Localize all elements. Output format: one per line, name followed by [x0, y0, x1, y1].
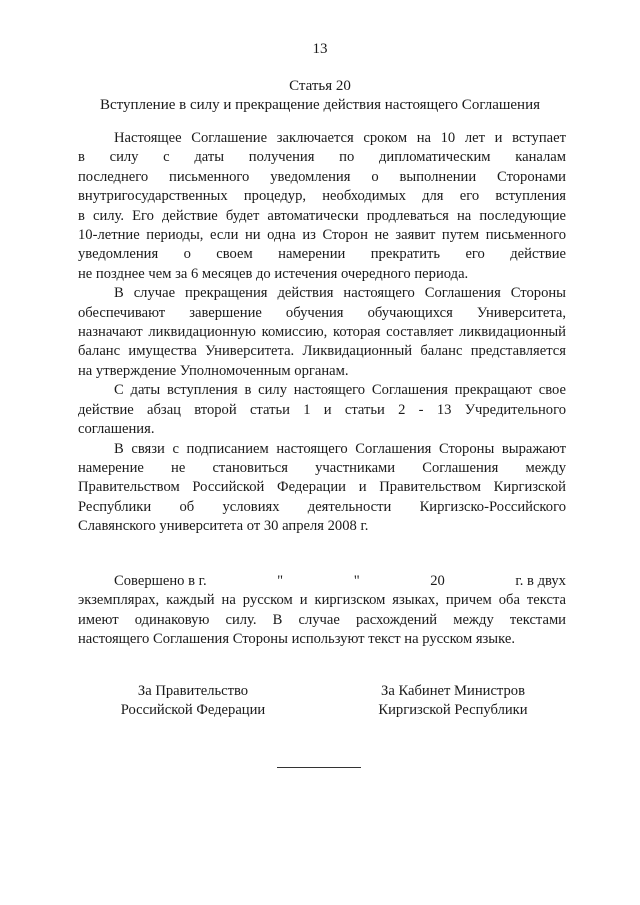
signatory-line: Киргизской Республики	[378, 702, 528, 719]
text-line: в силу с даты получения по дипломатическим каналам	[78, 149, 566, 166]
text-line: назначают ликвидационную комиссию, которая составляет ликвидационный	[78, 324, 566, 341]
article-number: Статья 20	[289, 78, 351, 94]
text-line: экземплярах, каждый на русском и киргизском языках, причем оба текста	[78, 592, 566, 609]
text-line: В связи с подписанием настоящего Соглашения Стороны выражают	[114, 440, 566, 457]
paragraph-cessation	[78, 381, 566, 439]
text-line: уведомления о своем намерении прекратить его действие	[78, 246, 566, 263]
paragraph-termination	[78, 284, 566, 381]
text-line: В случае прекращения действия настоящего Соглашения Стороны	[114, 285, 566, 302]
signatory-line: За Кабинет Министров	[381, 683, 525, 699]
end-divider	[277, 767, 361, 768]
signatory-line: Российской Федерации	[120, 702, 266, 719]
text-line: действие абзац второй статьи 1 и статьи 2 - 13 Учредительного	[78, 401, 566, 418]
done-at-label: Совершено в г.	[114, 573, 207, 589]
text-line: Республики об условиях деятельности Киргизско-Российского	[78, 498, 566, 515]
closing-clause	[78, 572, 566, 650]
article-heading	[60, 77, 580, 115]
copies-text: г. в двух	[515, 573, 566, 589]
text-line: не позднее чем за 6 месяцев до истечения очередного периода.	[78, 265, 469, 282]
text-line: Правительством Российской Федерации и Правительством Киргизской	[78, 479, 566, 496]
text-line: баланс имущества Университета. Ликвидационный баланс представляется	[78, 343, 566, 360]
article-body	[78, 129, 566, 537]
text-line: внутригосударственных процедур, необходимых для его вступления	[78, 188, 566, 205]
closing-first-line	[78, 572, 566, 591]
signatory-kyrgyzstan	[368, 682, 538, 721]
text-line: имеют одинаковую силу. В случае расхождений между текстами	[78, 611, 566, 628]
signatory-russia	[108, 682, 278, 721]
date-quote-open: "	[277, 573, 284, 589]
text-line: настоящего Соглашения Стороны используют текст на русском языке.	[78, 631, 515, 648]
text-line: на утверждение Уполномоченным органам.	[78, 362, 349, 379]
text-line: намерение не становиться участниками Соглашения между	[78, 459, 566, 476]
text-line: Настоящее Соглашение заключается сроком на 10 лет и вступает	[114, 130, 566, 146]
date-quote-close: "	[353, 573, 360, 589]
text-line: в силу. Его действие будет автоматически продлеваться на последующие	[78, 207, 566, 224]
paragraph-intent	[78, 440, 566, 537]
text-line: обеспечивают завершение обучения обучающихся Университета,	[78, 304, 566, 321]
page-number: 13	[312, 41, 328, 57]
paragraph-term	[78, 129, 566, 284]
year-prefix: 20	[430, 573, 445, 589]
text-line: соглашения.	[78, 421, 155, 438]
signatory-line: За Правительство	[137, 683, 249, 699]
article-title: Вступление в силу и прекращение действия настоящего Соглашения	[99, 97, 541, 113]
text-line: С даты вступления в силу настоящего Соглашения прекращают свое	[114, 382, 566, 399]
text-line: 10-летние периоды, если ни одна из Сторон не заявит путем письменного	[78, 227, 566, 244]
text-line: Славянского университета от 30 апреля 2008 г.	[78, 518, 369, 535]
text-line: последнего письменного уведомления о выполнении Сторонами	[78, 168, 566, 185]
